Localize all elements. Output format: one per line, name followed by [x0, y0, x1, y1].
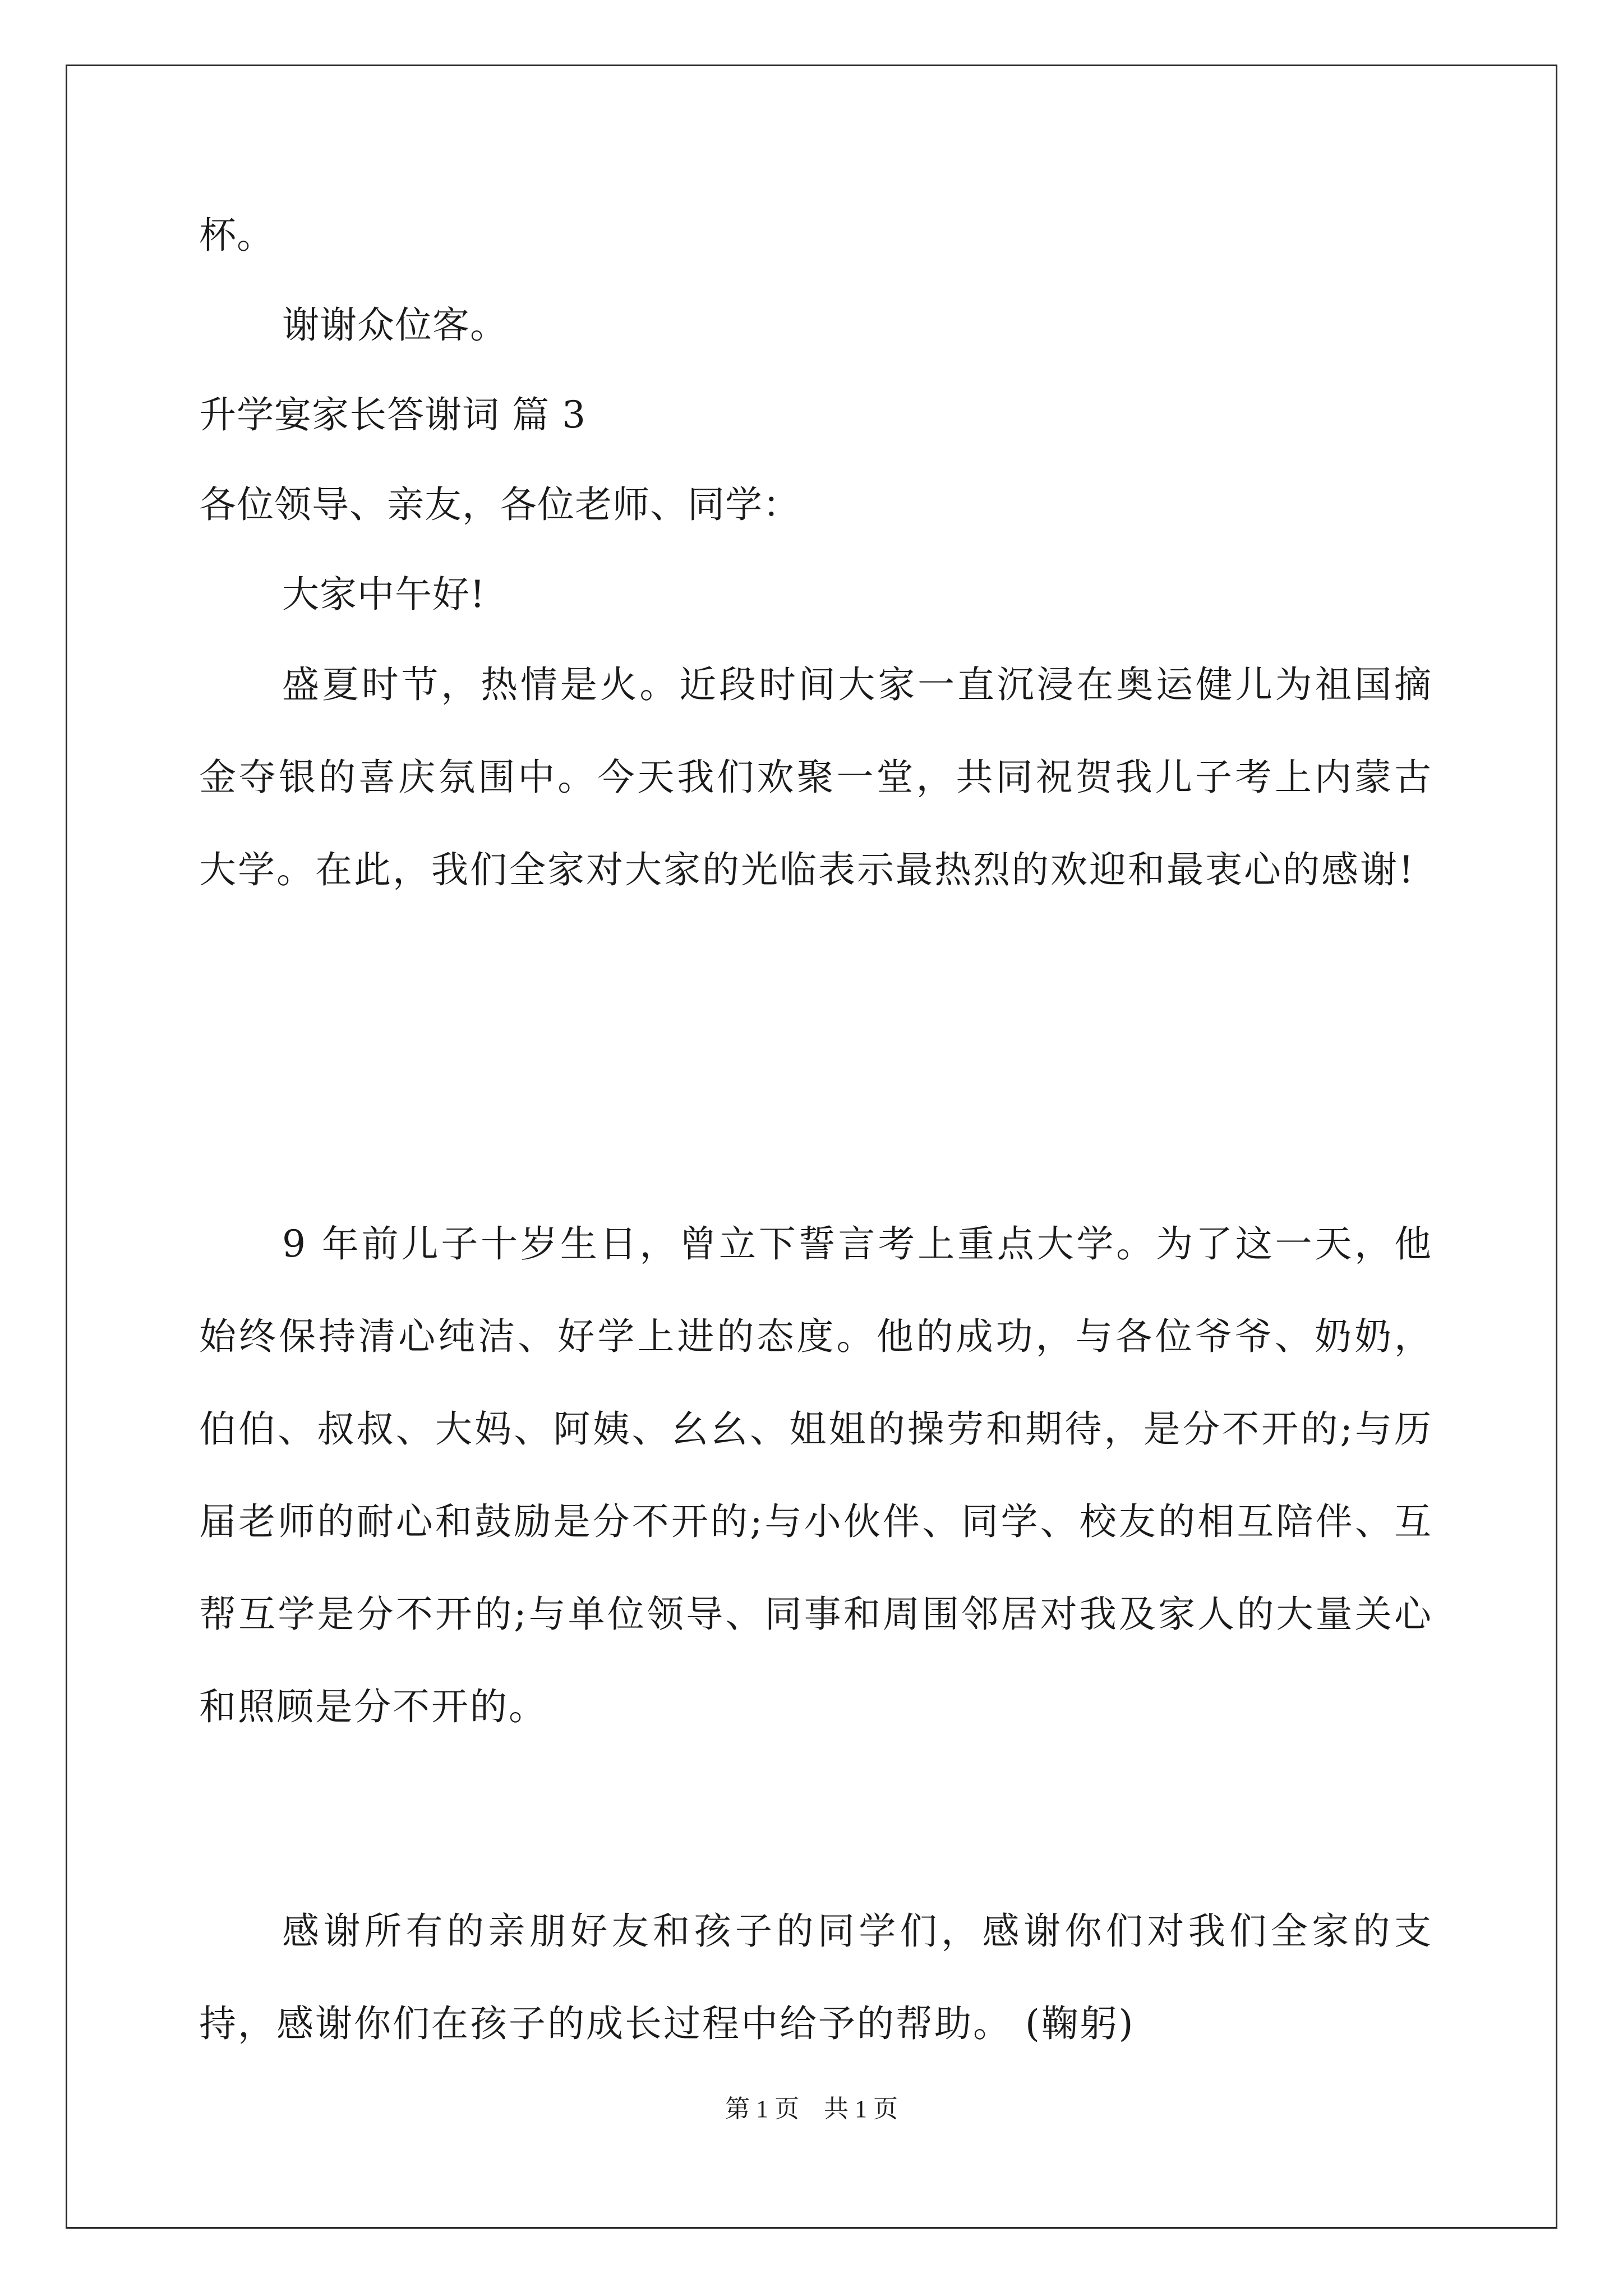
text-line-1: 杯。: [199, 214, 274, 257]
salutation: 各位领导、亲友，各位老师、同学：: [199, 483, 800, 526]
greeting: 大家中午好!: [282, 573, 486, 616]
paragraph-1: 盛夏时节，热情是火。近段时间大家一直沉浸在奥运健儿为祖国摘金夺银的喜庆氛围中。今天我们欢聚一堂，共同祝贺我儿子考上内蒙古大学。在此，我们全家对大家的光临表示最热烈的欢迎和最衷心的感谢!: [199, 663, 1433, 891]
page-footer: 第 1 页 共 1 页: [725, 2095, 898, 2123]
text-line-2: 谢谢众位客。: [282, 303, 508, 347]
section-heading: 升学宴家长答谢词 篇 3: [199, 393, 586, 436]
paragraph-2: 9 年前儿子十岁生日，曾立下誓言考上重点大学。为了这一天，他始终保持清心纯洁、好学上进的态度。他的成功，与各位爷爷、奶奶，伯伯、叔叔、大妈、阿姨、幺幺、姐姐的操劳和期待，是分不开的;与历届老师的耐心和鼓励是分不开的;与小伙伴、同学、校友的相互陪伴、互帮互学是分不开的;与单位领导、同事和周围邻居对我及家人的大量关心和照顾是分不开的。: [199, 1222, 1433, 1728]
paragraph-3: 感谢所有的亲朋好友和孩子的同学们，感谢你们对我们全家的支持，感谢你们在孩子的成长过程中给予的帮助。 (鞠躬): [199, 1910, 1433, 2045]
